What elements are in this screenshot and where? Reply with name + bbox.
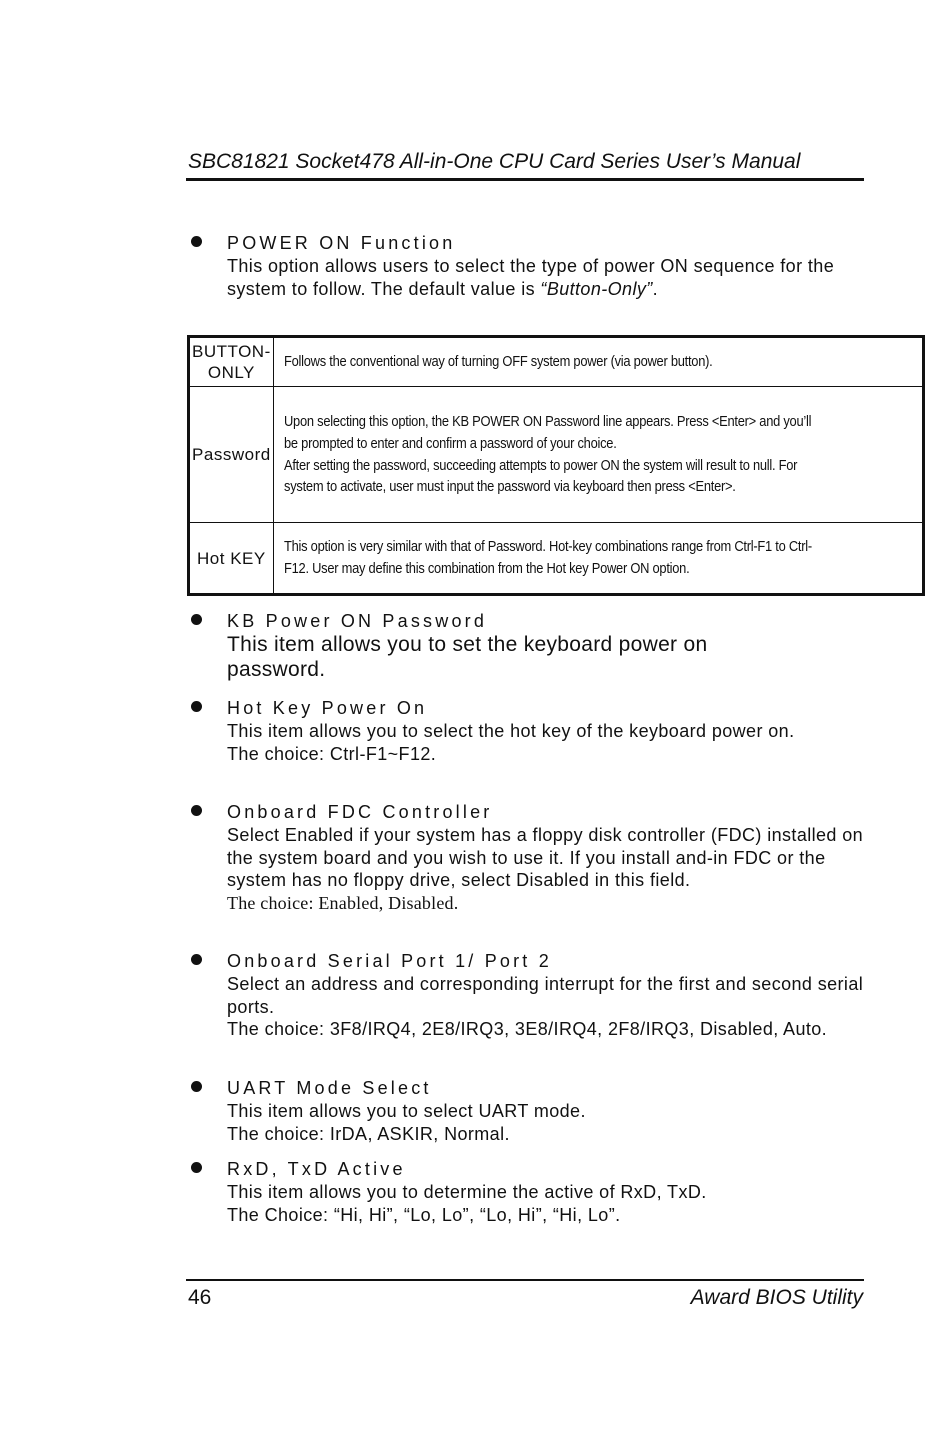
- section-heading: RxD, TxD Active: [227, 1159, 406, 1179]
- bullet-icon: [191, 614, 202, 625]
- section-text: Select an address and corresponding interrupt for the first and second serial ports. The choice: 3F8/IRQ4, 2E8/IRQ3, 3E8/IRQ4, 2F8/IRQ3, Disabled, Auto.: [227, 974, 864, 1039]
- bullet-icon: [191, 236, 202, 247]
- table-row: [189, 523, 924, 595]
- section-heading: Onboard FDC Controller: [227, 802, 493, 822]
- option-description: Follows the conventional way of turning OFF system power (via power button).: [273, 337, 923, 387]
- table-row: [189, 387, 924, 523]
- page-number: 46: [188, 1286, 212, 1309]
- manual-title: SBC81821 Socket478 All-in-One CPU Card Series User’s Manual: [188, 150, 801, 173]
- option-description: Upon selecting this option, the KB POWER ON Password line appears. Press <Enter> and you’ll be prompted to enter and confirm a password of your choice. After setting the password, succeeding attempts to power ON the system will result to null. For system to activate, user must input the password via keyboard then press <Enter>.: [273, 387, 923, 523]
- bullet-icon: [191, 1162, 202, 1173]
- section-text: Select Enabled if your system has a floppy disk controller (FDC) installed on the system board and you wish to use it. If you install and-in FDC or the system has no floppy drive, select Disabled in this field. The choice: Enabled, Disabled.: [227, 825, 864, 913]
- section-heading: Hot Key Power On: [227, 698, 428, 718]
- option-name: BUTTON- ONLY: [189, 337, 274, 387]
- section-text: This item allows you to select the hot key of the keyboard power on. The choice: Ctrl-F1~F12.: [227, 721, 795, 764]
- bullet-icon: [191, 701, 202, 712]
- bullet-icon: [191, 954, 202, 965]
- section-text: This item allows you to set the keyboard power on password.: [227, 633, 708, 681]
- default-value: “Button-Only”: [540, 278, 653, 299]
- section-text: This option allows users to select the type of power ON sequence for the system to follow. The default value is “Button-Only”.: [227, 256, 835, 299]
- section-heading: POWER ON Function: [227, 233, 456, 253]
- power-on-options-table: [187, 335, 925, 596]
- option-name: Hot KEY: [189, 523, 274, 595]
- chapter-title: Award BIOS Utility: [690, 1286, 863, 1309]
- header-rule: [186, 178, 864, 181]
- footer-rule: [186, 1279, 864, 1281]
- section-heading: KB Power ON Password: [227, 611, 488, 631]
- section-text: This item allows you to select UART mode. The choice: IrDA, ASKIR, Normal.: [227, 1101, 586, 1144]
- section-heading: Onboard Serial Port 1/ Port 2: [227, 951, 552, 971]
- option-description: This option is very similar with that of Password. Hot-key combinations range from Ctrl-F1 to Ctrl-F12. User may define this combination from the Hot key Power ON option.: [273, 523, 923, 595]
- bullet-icon: [191, 805, 202, 816]
- option-name: Password: [189, 387, 274, 523]
- table-row: [189, 337, 924, 387]
- bullet-icon: [191, 1081, 202, 1092]
- section-text: This item allows you to determine the active of RxD, TxD. The Choice: “Hi, Hi”, “Lo, Lo”, “Lo, Hi”, “Hi, Lo”.: [227, 1182, 707, 1225]
- section-heading: UART Mode Select: [227, 1078, 432, 1098]
